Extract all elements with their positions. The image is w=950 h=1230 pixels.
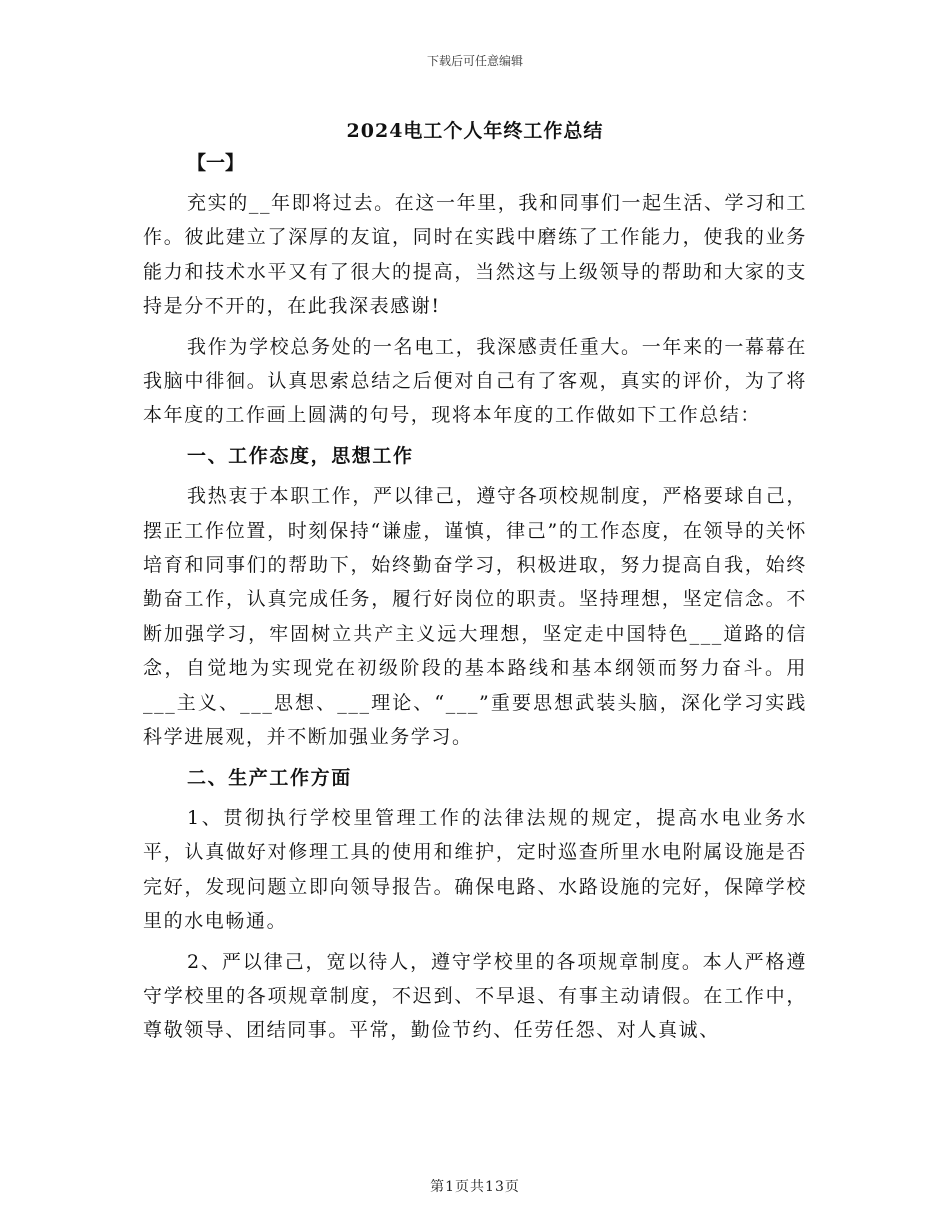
heading-production-work: 二、生产工作方面 xyxy=(187,766,352,789)
header-note: 下载后可任意编辑 xyxy=(426,54,523,68)
heading-work-attitude: 一、工作态度，思想工作 xyxy=(187,444,414,467)
paragraph-attitude: 我热衷于本职工作，严以律己，遵守各项校规制度，严格要球自己，摆正工作位置，时刻保持“谦虚，谨慎，律己”的工作态度，在领导的关怀培育和同事们的帮助下，始终勤奋学习，积极进取，努力提高自我，始终勤奋工作，认真完成任务，履行好岗位的职责。坚持理想，坚定信念。不断加强学习，牢固树立共产主义远大理想，坚定走中国特色___道路的信念，自觉地为实现党在初级阶段的基本路线和基本纲领而努力奋斗。用___主义、___思想、___理论、“___”重要思想武装头脑，深化学习实践科学进展观，并不断加强业务学习。 xyxy=(143,485,807,749)
paragraph-item-2: 2、严以律己，宽以待人，遵守学校里的各项规章制度。本人严格遵守学校里的各项规章制度，不迟到、不早退、有事主动请假。在工作中，尊敬领导、团结同事。平常，勤俭节约、任劳任怨、对人真诚、 xyxy=(143,950,807,1042)
document-title: 2024电工个人年终工作总结 xyxy=(346,120,604,142)
page-number-footer: 第1页共13页 xyxy=(430,1179,520,1195)
paragraph-intro: 充实的__年即将过去。在这一年里，我和同事们一起生活、学习和工作。彼此建立了深厚的友谊，同时在实践中磨练了工作能力，使我的业务能力和技术水平又有了很大的提高，当然这与上级领导的帮助和大家的支持是分不开的，在此我深表感谢! xyxy=(143,192,807,318)
paragraph-role: 我作为学校总务处的一名电工，我深感责任重大。一年来的一幕幕在我脑中徘徊。认真思索总结之后便对自己有了客观，真实的评价，为了将本年度的工作画上圆满的句号，现将本年度的工作做如下工作总结： xyxy=(143,335,807,427)
section-label: 【一】 xyxy=(187,152,245,174)
document-body xyxy=(143,150,807,1054)
paragraph-item-1: 1、贯彻执行学校里管理工作的法律法规的规定，提高水电业务水平，认真做好对修理工具的使用和维护，定时巡查所里水电附属设施是否完好，发现问题立即向领导报告。确保电路、水路设施的完好，保障学校里的水电畅通。 xyxy=(143,806,807,933)
